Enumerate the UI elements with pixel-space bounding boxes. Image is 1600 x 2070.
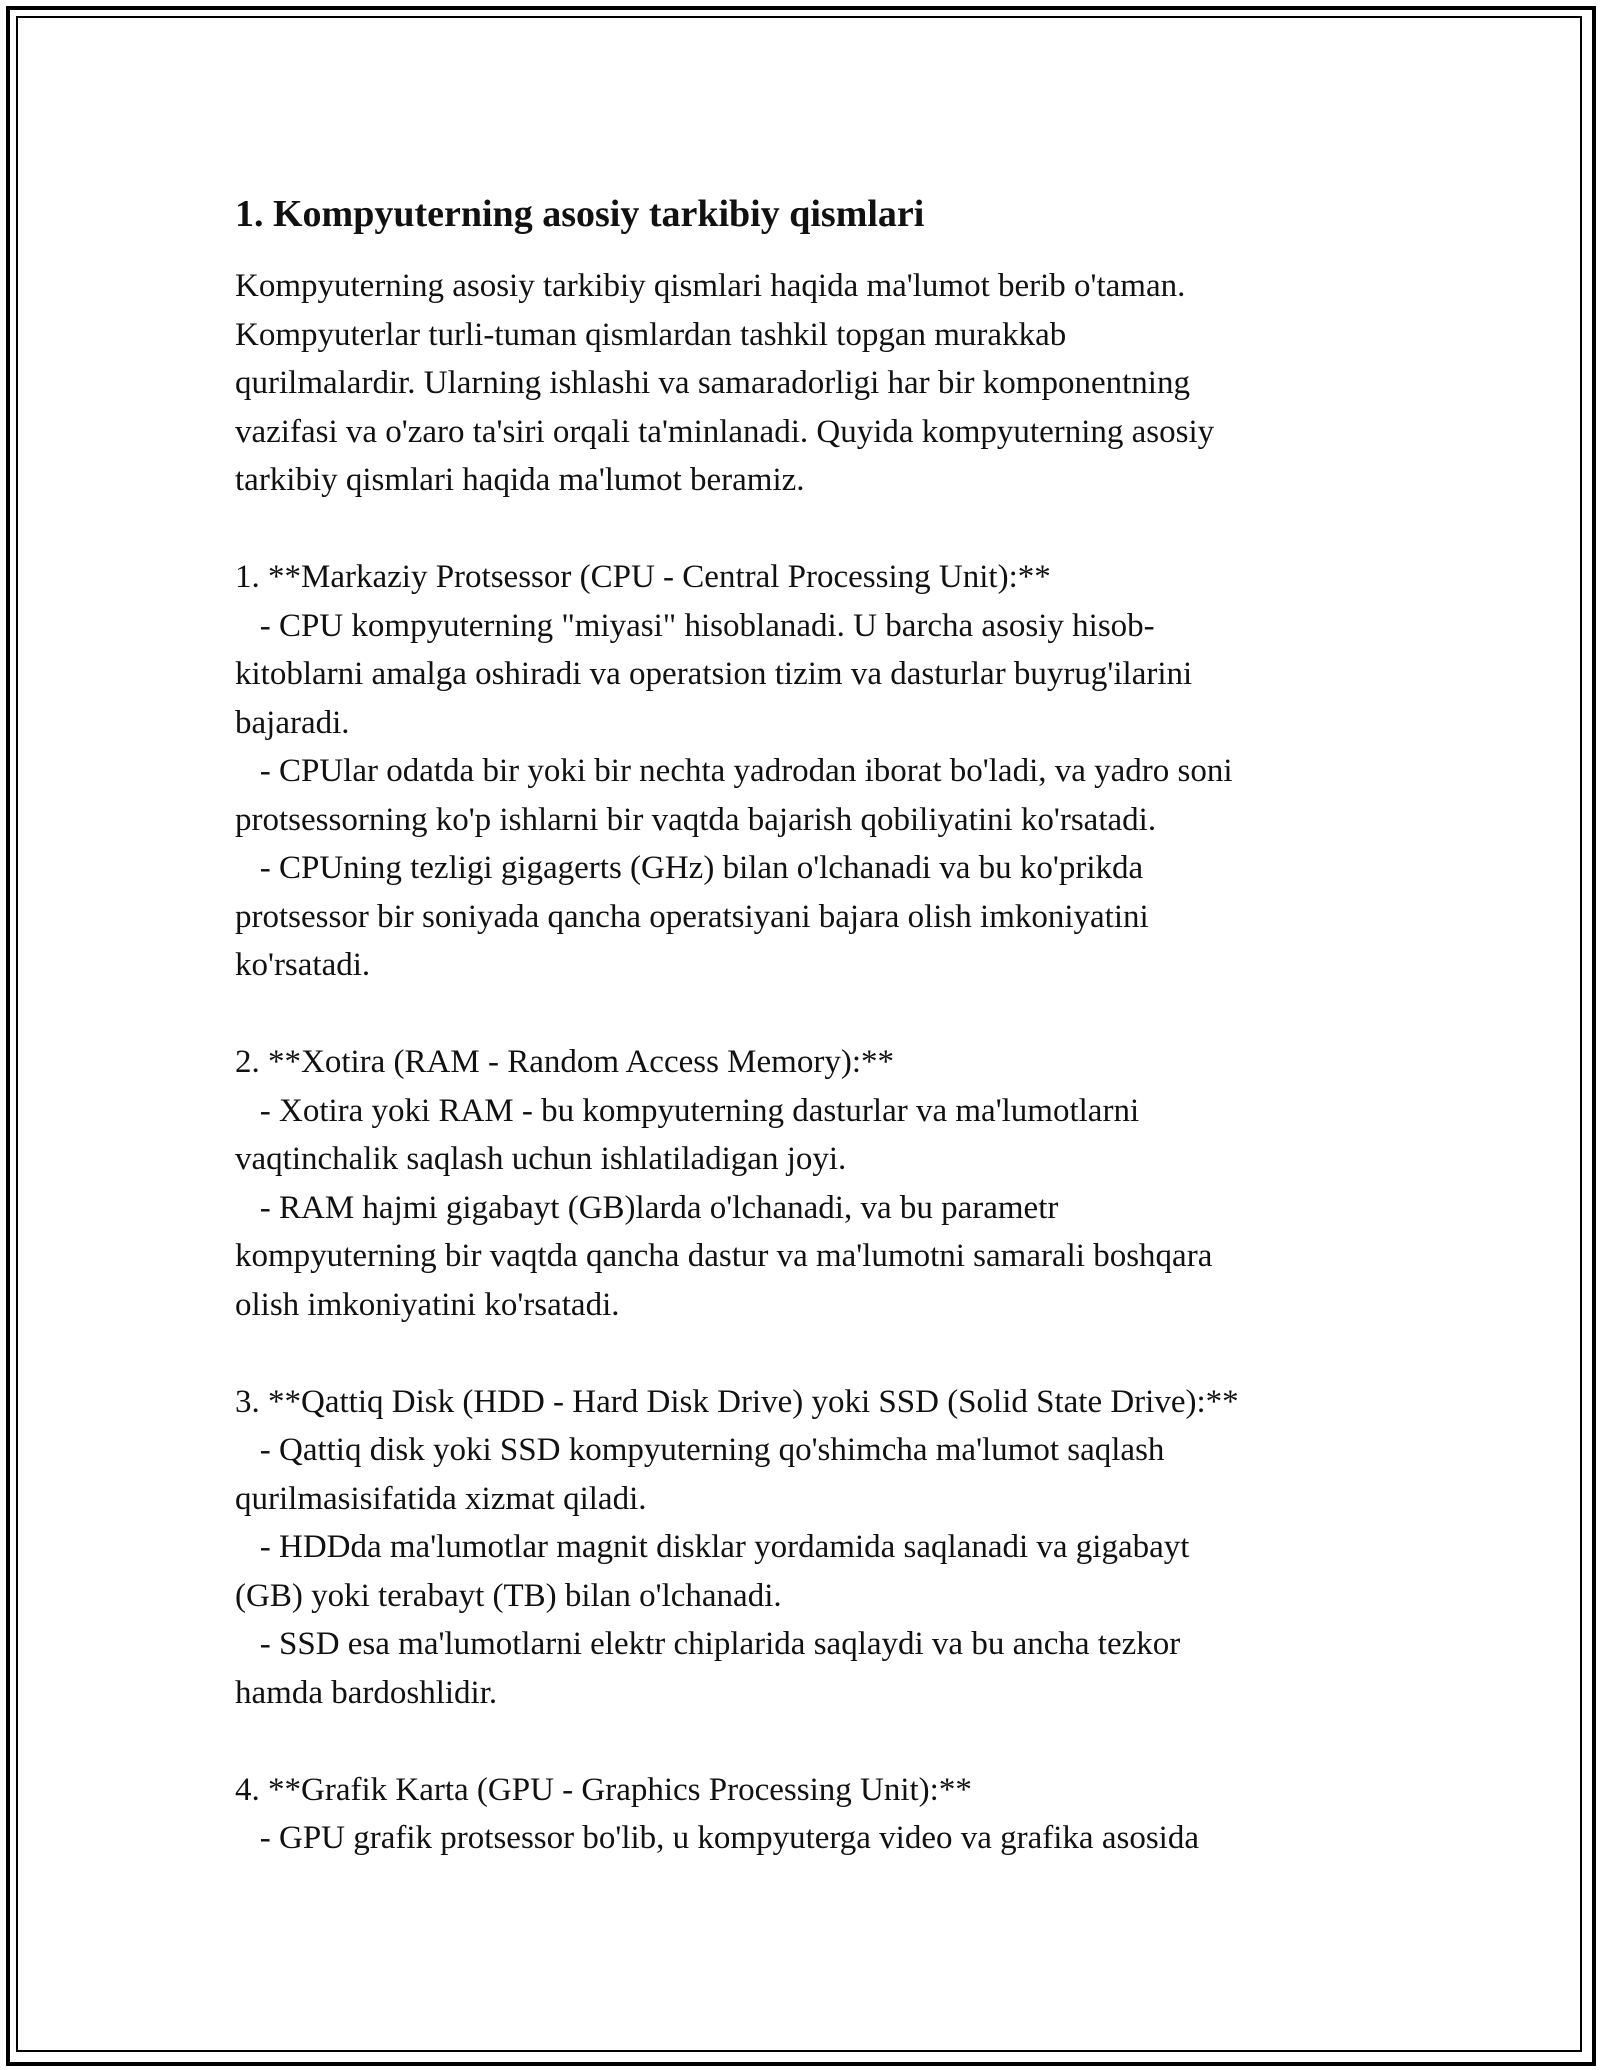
list-item: - RAM hajmi gigabayt (GB)larda o'lchanadi, va bu parametr kompyuterning bir vaqtda qancha dastur va ma'lumotni samarali boshqara olish imkoniyatini ko'rsatadi. [235,1189,1213,1323]
list-item: - GPU grafik protsessor bo'lib, u kompyuterga video va grafika asosida [235,1820,1199,1856]
list-item: - HDDda ma'lumotlar magnit disklar yordamida saqlanadi va gigabayt (GB) yoki terabayt (TB) bilan o'lchanadi. [235,1529,1190,1614]
document-page [235,186,1385,1863]
paragraph-gap [235,1717,1385,1766]
list-item: - CPUning tezligi gigagerts (GHz) bilan o'lchanadi va bu ko'prikda protsessor bir soniyada qancha operatsiyani bajara olish imkoniyatini ko'rsatadi. [235,850,1149,983]
section-title: 1. **Markaziy Protsessor (CPU - Central Processing Unit):** [235,559,1051,595]
section-title: 2. **Xotira (RAM - Random Access Memory):** [235,1044,894,1080]
section-gpu [235,1766,1385,1863]
list-item: - CPU kompyuterning "miyasi" hisoblanadi. U barcha asosiy hisob- kitoblarni amalga oshiradi va operatsion tizim va dasturlar buyrug'ilarini bajaradi. [235,607,1193,741]
section-title: 3. **Qattiq Disk (HDD - Hard Disk Drive) yoki SSD (Solid State Drive):** [235,1383,1239,1420]
section-cpu [235,553,1385,990]
paragraph-gap [235,1329,1385,1378]
list-item: - CPUlar odatda bir yoki bir nechta yadrodan iborat bo'ladi, va yadro soni protsessorning ko'p ishlarni bir vaqtda bajarish qobiliyatini ko'rsatadi. [235,753,1233,838]
list-item: - Xotira yoki RAM - bu kompyuterning dasturlar va ma'lumotlarni vaqtinchalik saqlash uchun ishlatiladigan joyi. [235,1092,1140,1177]
list-item: - SSD esa ma'lumotlarni elektr chiplarida saqlaydi va bu ancha tezkor hamda bardoshlidir. [235,1626,1181,1711]
document-heading: 1. Kompyuterning asosiy tarkibiy qismlari [235,193,925,235]
paragraph-gap [235,505,1385,554]
section-ram [235,1038,1385,1329]
section-title: 4. **Grafik Karta (GPU - Graphics Processing Unit):** [235,1771,972,1808]
paragraph-gap [235,990,1385,1039]
intro-paragraph: Kompyuterning asosiy tarkibiy qismlari haqida ma'lumot berib o'taman. Kompyuterlar turli-tuman qismlardan tashkil topgan murakkab qurilmalardir. Ularning ishlashi va samaradorligi har bir komponentning vazifasi va o'zaro ta'siri orqali ta'minlanadi. Quyida kompyuterning asosiy tarkibiy qismlari haqida ma'lumot beramiz. [235,268,1215,498]
section-storage [235,1378,1385,1718]
list-item: - Qattiq disk yoki SSD kompyuterning qo'shimcha ma'lumot saqlash qurilmasisifatida xizmat qiladi. [235,1432,1165,1517]
